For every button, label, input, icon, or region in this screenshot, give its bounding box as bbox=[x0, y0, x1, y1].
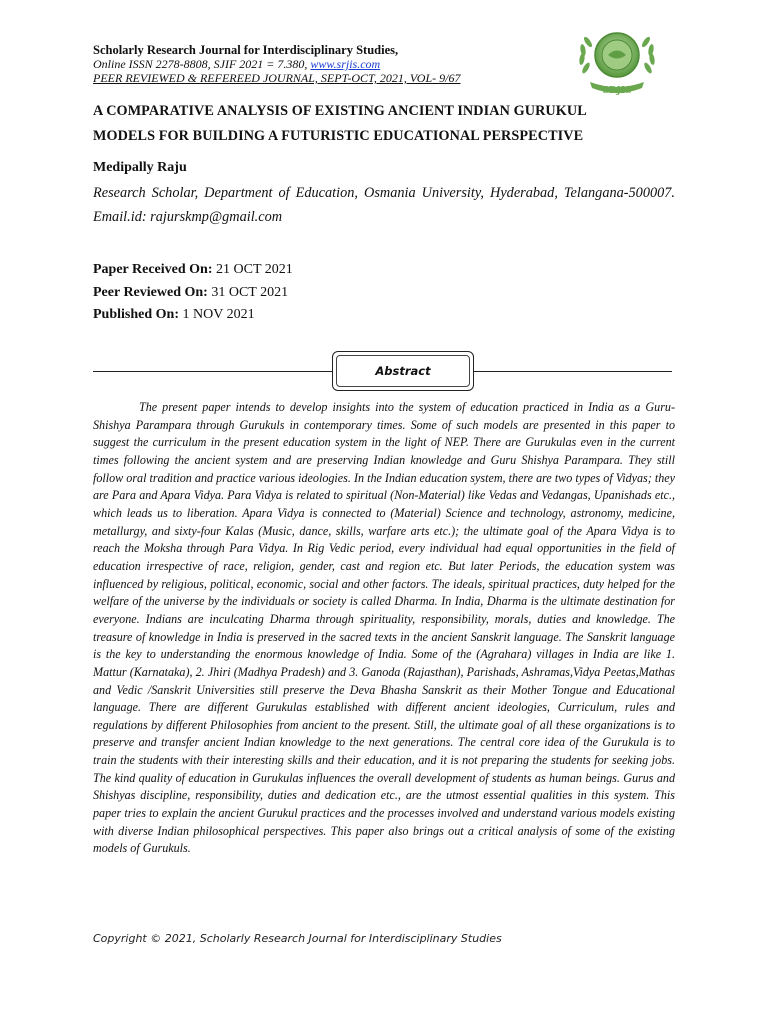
journal-name: Scholarly Research Journal for Interdisciplinary Studies, bbox=[93, 43, 399, 57]
date-published bbox=[93, 304, 293, 327]
abstract-heading-box bbox=[332, 351, 474, 391]
journal-issn-line bbox=[93, 57, 460, 71]
author-affiliation: Research Scholar, Department of Education, Osmania University, Hyderabad, Telangana-500007. Email.id: rajurskmp@gmail.com bbox=[93, 185, 675, 225]
publication-dates bbox=[93, 259, 293, 327]
author-name: Medipally Raju bbox=[93, 160, 187, 175]
date-label: Paper Received On: bbox=[93, 262, 213, 277]
date-label: Published On: bbox=[93, 307, 179, 322]
abstract-text: The present paper intends to develop insights into the system of education practiced in India as a Guru- Shishya Parampara through Gurukuls in contemporary times. Some of such models are presented in this paper to suggest the curriculum in the present education system in the light of NEP. There are Gurukulas even in the current times following the ancient system and are preserving Indian knowledge and Guru Shishya Parampara. They still follow oral tradition and practice various ideologies. In the Indian education system, there are two types of Vidyas; they are Para and Apara Vidya. Para Vidya is related to spiritual (Non-Material) like Vedas and Vedangas, Upanishads etc., which leads us to liberation. Apara Vidya is connected to (Material) Science and technology, astronomy, medicine, metallurgy, and sixty-four Kalas (Music, dance, skills, warfare arts etc.); the ultimate goal of the Apara Vidya is to reach the Moksha through Para Vidya. In Rig Vedic period, every individual had equal opportunities in the field of education irrespective of race, religion, gender, cast and region etc. But later Periods, the education system was influenced by religious, political, economic, social and other factors. The ideals, spiritual practices, duty helped for the welfare of the universe by the individuals or society is called Dharma. In India, Dharma is the ultimate destination for everyone. Indians are inculcating Dharma through spirituality, responsibility, morals, duties and knowledge. The treasure of knowledge in India is preserved in the sacred texts in the ancient Sanskrit language. The Sanskrit language is the key to understanding the enormous knowledge of India. Some of the (Agrahara) villages in India are like 1. Mattur (Karnataka), 2. Jhiri (Madhya Pradesh) and 3. Ganoda (Rajasthan), Parishads, Ashramas,Vidya Peetas,Mathas and Vedic /Sanskrit Universities still preserve the Deva Bhasha Sanskrit as their Mother Tongue and Educational language. There are different Gurukulas established with different ancient ideologies, Curriculum, rules and regulations by different Philosophies from ancient to the present. Still, the ultimate goal of all these organizations is to preserve and transfer ancient Indian knowledge to the next generations. The central core idea of the Gurukula is to train the students with their interesting skills and their education, and it is not preparing the students for seeking jobs. The kind quality of education in Gurukulas influences the overall development of students as human beings. Gurus and Shishyas discipline, responsibility, duties and dedication etc., are the utmost essential qualities in this system. This paper tries to explain the ancient Gurukul practices and the processes involved and understand various models existing with diverse Indian philosophical perspectives. This paper also brings out a critical analysis of some of the existing models of Gurukuls. bbox=[93, 400, 675, 856]
logo-wordmark: SRJIS bbox=[602, 86, 632, 96]
journal-website-link[interactable]: www.srjis.com bbox=[310, 57, 381, 71]
date-reviewed bbox=[93, 282, 293, 305]
paper-title bbox=[93, 99, 693, 149]
journal-peer-line: PEER REVIEWED & REFEREED JOURNAL, SEPT-OCT, 2021, VOL- 9/67 bbox=[93, 71, 461, 85]
abstract-heading: Abstract bbox=[336, 355, 470, 387]
copyright-footer: Copyright © 2021, Scholarly Research Journal for Interdisciplinary Studies bbox=[93, 932, 502, 945]
srjis-logo bbox=[572, 28, 662, 98]
paper-title-line-2: MODELS FOR BUILDING A FUTURISTIC EDUCATIONAL PERSPECTIVE bbox=[93, 128, 584, 144]
abstract-rule-left bbox=[93, 371, 333, 372]
date-label: Peer Reviewed On: bbox=[93, 284, 208, 300]
journal-issn: Online ISSN 2278-8808, SJIF 2021 = 7.380, bbox=[93, 57, 308, 71]
abstract-body bbox=[93, 399, 675, 858]
paper-title-line-1: A COMPARATIVE ANALYSIS OF EXISTING ANCIENT INDIAN GURUKUL bbox=[93, 103, 587, 119]
date-value: 1 NOV 2021 bbox=[182, 307, 255, 322]
abstract-rule-right bbox=[474, 371, 672, 372]
date-value: 21 OCT 2021 bbox=[216, 262, 293, 277]
journal-header bbox=[93, 43, 460, 85]
date-received bbox=[93, 259, 293, 282]
date-value: 31 OCT 2021 bbox=[211, 284, 289, 300]
